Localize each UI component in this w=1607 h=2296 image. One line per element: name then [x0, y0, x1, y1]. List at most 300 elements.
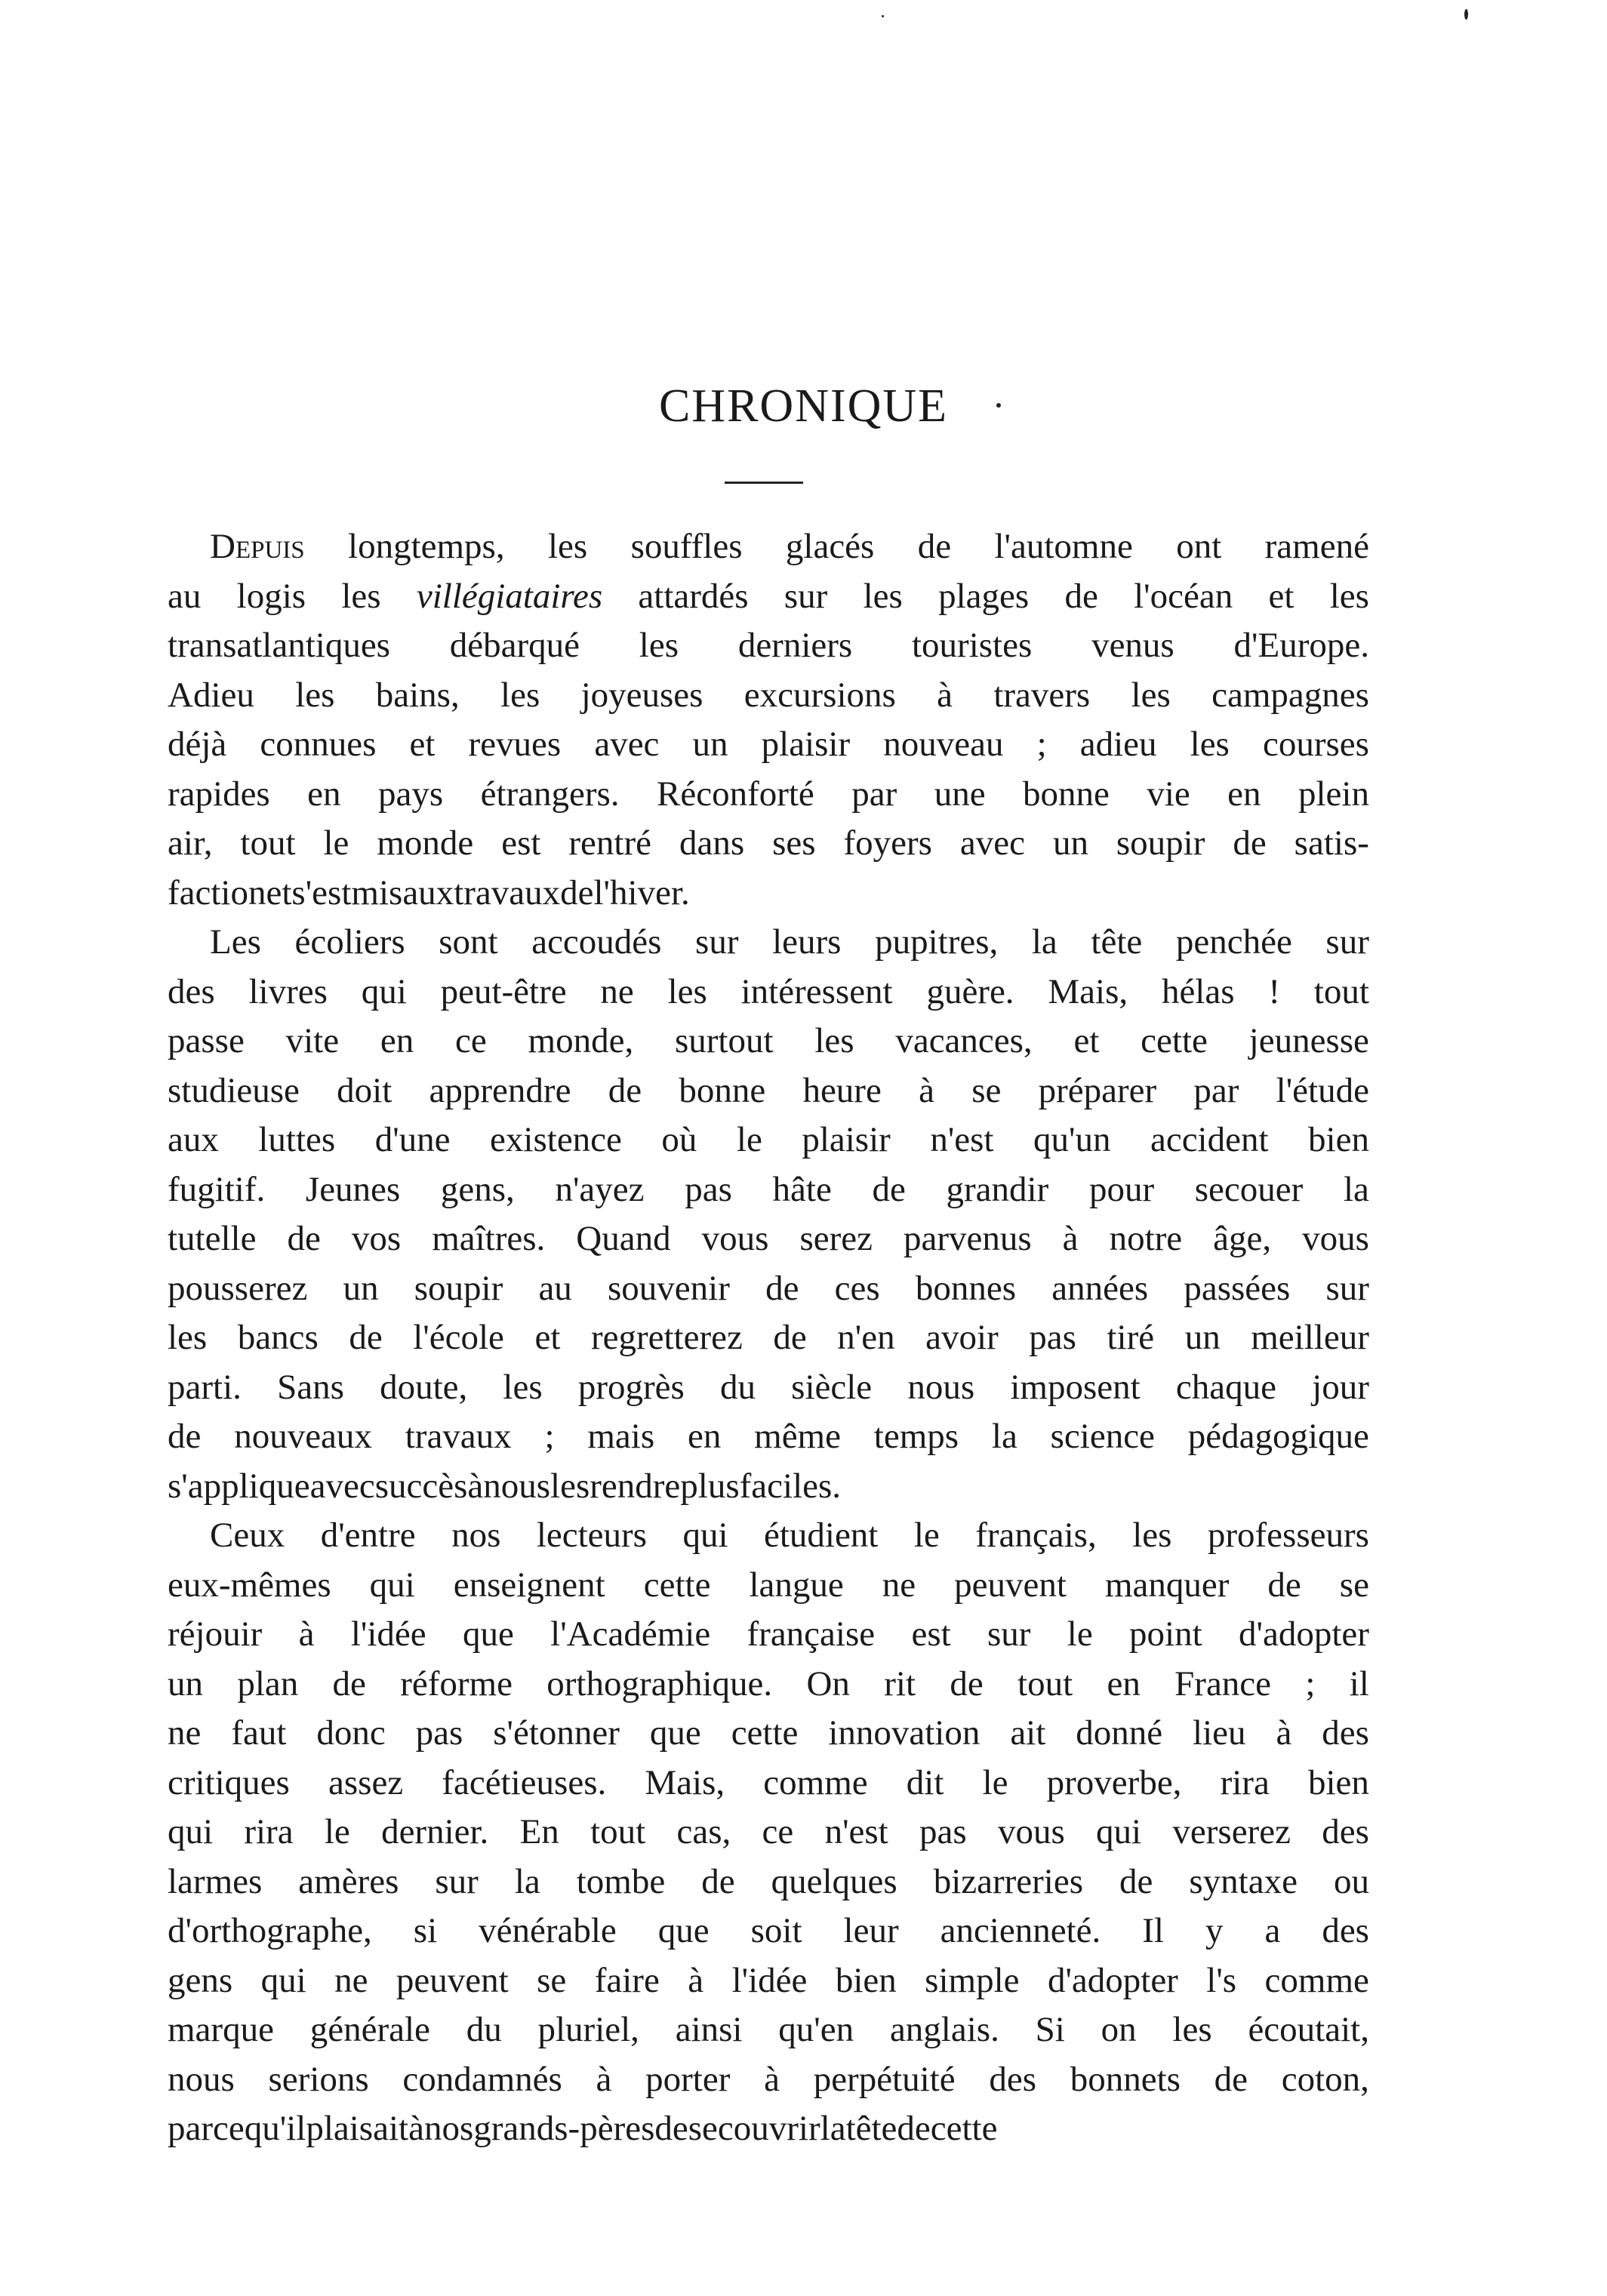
- word: ont: [1176, 527, 1222, 566]
- word: faut: [231, 1713, 287, 1753]
- word: de: [1233, 823, 1267, 863]
- word: qu'en: [778, 2010, 854, 2049]
- text-line: [168, 2055, 1369, 2105]
- word: ne: [882, 1565, 916, 1605]
- word: travaux: [454, 873, 561, 913]
- word: faciles.: [739, 1466, 842, 1506]
- word: de: [1267, 1565, 1301, 1605]
- word: de: [332, 1664, 366, 1704]
- word: apprendre: [429, 1070, 571, 1110]
- word: fugitif.: [168, 1169, 266, 1209]
- scan-speck: [1464, 9, 1468, 20]
- word: En: [519, 1812, 559, 1851]
- word: en: [687, 1417, 722, 1456]
- word: vite: [285, 1021, 340, 1060]
- word: monde: [377, 823, 474, 863]
- text-line: [168, 1907, 1369, 1956]
- text-line: [168, 1956, 1369, 2006]
- word: débarqué: [449, 626, 580, 665]
- word: et: [409, 725, 436, 764]
- word: que: [657, 1911, 710, 1950]
- word: à: [688, 1960, 704, 2000]
- word: nous: [907, 1367, 975, 1407]
- word: cette: [643, 1565, 711, 1605]
- word: villégiataires: [416, 576, 603, 616]
- word: anglais.: [889, 2010, 999, 2049]
- word: tiré: [1107, 1318, 1155, 1357]
- word: ;: [544, 1417, 555, 1456]
- word: bonne: [679, 1070, 766, 1110]
- word: studieuse: [168, 1070, 300, 1110]
- text-line: [168, 1561, 1369, 1611]
- word: vie: [1147, 774, 1190, 814]
- word: déjà: [168, 725, 227, 764]
- word: quelques: [771, 1861, 897, 1901]
- text-line: [168, 1709, 1369, 1759]
- word: l's: [1206, 1960, 1237, 2000]
- text-line: [168, 819, 1369, 869]
- word: comme: [1264, 1960, 1369, 2000]
- word: hâte: [772, 1169, 832, 1209]
- word: vénérable: [479, 1911, 617, 1950]
- word: grandir: [946, 1169, 1049, 1209]
- word: plages: [938, 576, 1030, 616]
- text-line: [168, 720, 1369, 770]
- word: mis: [351, 873, 403, 913]
- word: plein: [1298, 774, 1369, 814]
- word: âge,: [1213, 1219, 1272, 1258]
- word: tout: [590, 1812, 646, 1851]
- word: professeurs: [1207, 1516, 1369, 1555]
- word: Les: [210, 922, 261, 962]
- word: préparer: [1038, 1070, 1157, 1110]
- word: des: [1322, 1911, 1369, 1950]
- word: même: [754, 1417, 841, 1456]
- word: souvenir: [608, 1268, 730, 1308]
- word: sur: [1325, 1268, 1369, 1308]
- word: glacés: [785, 527, 875, 566]
- word: rira: [244, 1812, 294, 1851]
- word: peuvent: [396, 1960, 509, 2000]
- word: n'est: [824, 1812, 888, 1851]
- word: tutelle: [168, 1219, 257, 1258]
- word: enseignent: [453, 1565, 605, 1605]
- scan-speck: [882, 15, 884, 17]
- word: d'adopter: [1047, 1960, 1178, 2000]
- word: l'automne: [994, 527, 1133, 566]
- word: les: [503, 1367, 543, 1407]
- word: guère.: [926, 971, 1014, 1011]
- word: est: [911, 1614, 951, 1654]
- word: du: [466, 2010, 502, 2049]
- word: en: [307, 774, 341, 814]
- text-line: [168, 968, 1369, 1017]
- text-line: [168, 2104, 1369, 2154]
- word: française: [747, 1614, 876, 1654]
- word: les: [547, 527, 588, 566]
- word: facétieuses.: [442, 1762, 607, 1802]
- word: de: [917, 527, 952, 566]
- word: courses: [1262, 725, 1369, 764]
- word: tout: [1313, 971, 1369, 1011]
- word: dans: [679, 823, 745, 863]
- word: les: [667, 971, 707, 1011]
- word: maîtres.: [432, 1219, 546, 1258]
- word: bien: [1307, 1762, 1369, 1802]
- word: ancienneté.: [940, 1911, 1101, 1950]
- word: tombe: [576, 1861, 666, 1901]
- word: au: [538, 1268, 572, 1308]
- word: au: [168, 576, 202, 616]
- word: touristes: [911, 626, 1033, 665]
- word: les: [1131, 675, 1171, 715]
- word: les: [863, 576, 903, 616]
- article-body: [168, 522, 1369, 2154]
- word: s'est: [291, 873, 352, 913]
- word: d'orthographe,: [168, 1911, 372, 1950]
- word: larmes: [168, 1861, 263, 1901]
- word: l'idée: [350, 1614, 426, 1654]
- word: réjouir: [168, 1614, 263, 1654]
- word: faire: [594, 1960, 660, 2000]
- text-line: [168, 522, 1369, 572]
- word: vous: [997, 1812, 1065, 1851]
- word: de: [773, 1318, 807, 1357]
- text-line: [168, 1165, 1369, 1215]
- word: transatlantiques: [168, 626, 390, 665]
- word: comme: [763, 1762, 868, 1802]
- word: vacances,: [895, 1021, 1033, 1060]
- word: que: [462, 1614, 514, 1654]
- word: nouveaux: [234, 1417, 372, 1456]
- word: les: [1172, 2010, 1212, 2049]
- word: serez: [799, 1219, 873, 1258]
- word: bonnes: [915, 1268, 1017, 1308]
- word: à: [298, 1614, 315, 1654]
- word: bonne: [1023, 774, 1110, 814]
- word: d'Europe.: [1233, 626, 1369, 665]
- word: vous: [701, 1219, 769, 1258]
- word: Réconforté: [657, 774, 814, 814]
- word: amères: [298, 1861, 399, 1901]
- word: secouer: [1194, 1169, 1304, 1209]
- word: lecteurs: [536, 1516, 647, 1555]
- word: ;: [1305, 1664, 1316, 1704]
- word: l'Académie: [550, 1614, 711, 1654]
- word: se: [537, 1960, 567, 2000]
- word: de: [701, 1861, 735, 1901]
- word: plan: [237, 1664, 299, 1704]
- word: des: [1322, 1713, 1369, 1753]
- word: !: [1268, 971, 1280, 1011]
- word: surtout: [674, 1021, 774, 1060]
- word: qui: [361, 971, 407, 1011]
- word: est: [501, 823, 541, 863]
- word: critiques: [168, 1762, 290, 1802]
- word: peuvent: [954, 1565, 1067, 1605]
- text-line: [168, 1066, 1369, 1116]
- word: se: [688, 2109, 718, 2148]
- word: et: [1073, 1021, 1100, 1060]
- word: s'applique: [168, 1466, 310, 1506]
- word: notre: [1109, 1219, 1183, 1258]
- word: se: [1339, 1565, 1369, 1605]
- word: cas,: [676, 1812, 731, 1851]
- word: écoliers: [294, 922, 405, 962]
- word: joyeuses: [580, 675, 703, 715]
- word: qu'un: [1033, 1120, 1111, 1159]
- word: dernier.: [381, 1812, 489, 1851]
- word: d'entre: [320, 1516, 416, 1555]
- word: en: [1107, 1664, 1141, 1704]
- word: y: [1205, 1911, 1224, 1950]
- word: l'océan: [1134, 576, 1233, 616]
- word: ce: [762, 1812, 794, 1851]
- word: soupir: [1116, 823, 1205, 863]
- word: à: [467, 1466, 484, 1506]
- word: pédagogique: [1187, 1417, 1369, 1456]
- word: revues: [468, 725, 562, 764]
- word: s'étonner: [493, 1713, 620, 1753]
- word: de: [765, 1268, 799, 1308]
- word: le: [982, 1762, 1008, 1802]
- word: ;: [1036, 725, 1047, 764]
- word: faction: [168, 873, 266, 913]
- word: passées: [1184, 1268, 1291, 1308]
- word: Il: [1142, 1911, 1164, 1950]
- word: marque: [168, 2010, 274, 2049]
- word: à: [919, 1070, 934, 1110]
- word: de: [608, 1070, 642, 1110]
- word: sont: [439, 922, 498, 962]
- word: les: [639, 626, 679, 665]
- word: connues: [260, 725, 377, 764]
- word: progrès: [577, 1367, 685, 1407]
- word: venus: [1091, 626, 1174, 665]
- word: des: [989, 2059, 1036, 2099]
- word: pas: [685, 1169, 732, 1209]
- word: si: [413, 1911, 438, 1950]
- word: et: [534, 1318, 561, 1357]
- word: parvenus: [903, 1219, 1032, 1258]
- word: ces: [834, 1268, 880, 1308]
- word: pas: [1029, 1318, 1076, 1357]
- word: une: [934, 774, 986, 814]
- word: passe: [168, 1021, 245, 1060]
- text-line: [168, 1511, 1369, 1561]
- word: l'hiver.: [593, 873, 690, 913]
- text-line: [168, 918, 1369, 968]
- word: hélas: [1161, 971, 1235, 1011]
- word: temps: [873, 1417, 959, 1456]
- word: doit: [337, 1070, 393, 1110]
- word: peut-être: [440, 971, 567, 1011]
- word: ait: [1010, 1713, 1046, 1753]
- word: écoutait,: [1248, 2010, 1369, 2049]
- word: sur: [695, 922, 739, 962]
- word: gens,: [440, 1169, 515, 1209]
- word: attardés: [638, 576, 749, 616]
- word: qui: [369, 1565, 415, 1605]
- word: rentré: [568, 823, 651, 863]
- word: Mais,: [1048, 971, 1128, 1011]
- title-divider: [725, 482, 803, 484]
- word: ainsi: [675, 2010, 743, 2049]
- word: verserez: [1172, 1812, 1291, 1851]
- word: la: [1031, 922, 1057, 962]
- word: succès: [374, 1466, 468, 1506]
- word: générale: [309, 2010, 430, 2049]
- word: de: [872, 1169, 906, 1209]
- word: ou: [1333, 1861, 1369, 1901]
- word: en: [1227, 774, 1261, 814]
- word: souffles: [630, 527, 743, 566]
- word: plaisir: [761, 725, 851, 764]
- word: nous: [483, 1466, 551, 1506]
- word: sur: [783, 576, 828, 616]
- word: on: [1101, 2010, 1137, 2049]
- word: accident: [1150, 1120, 1269, 1159]
- word: où: [661, 1120, 697, 1159]
- word: se: [971, 1070, 1002, 1110]
- word: a: [1264, 1911, 1281, 1950]
- word: n'ayez: [555, 1169, 645, 1209]
- word: luttes: [258, 1120, 336, 1159]
- word: jeunesse: [1248, 1021, 1369, 1060]
- word: tout: [1017, 1664, 1073, 1704]
- word: meilleur: [1251, 1318, 1369, 1357]
- word: un: [1184, 1318, 1221, 1357]
- text-line: [168, 770, 1369, 820]
- word: pluriel,: [537, 2010, 639, 2049]
- word: de: [168, 1417, 202, 1456]
- word: tout: [240, 823, 296, 863]
- word: ce: [455, 1021, 487, 1060]
- word: la: [514, 1861, 540, 1901]
- word: travaux: [405, 1417, 512, 1456]
- word: le: [913, 1516, 940, 1555]
- word: les: [1190, 725, 1230, 764]
- text-line: [168, 572, 1369, 622]
- word: air,: [168, 823, 213, 863]
- word: nouveau: [883, 725, 1004, 764]
- word: qui: [168, 1812, 214, 1851]
- word: à: [764, 2059, 780, 2099]
- word: bien: [1308, 1120, 1369, 1159]
- word: l'école: [413, 1318, 504, 1357]
- word: français,: [975, 1516, 1097, 1555]
- word: existence: [490, 1120, 622, 1159]
- word: sur: [1325, 922, 1369, 962]
- word: travers: [993, 675, 1091, 715]
- word: sur: [435, 1861, 479, 1901]
- word: bonnets: [1070, 2059, 1181, 2099]
- word: rit: [884, 1664, 916, 1704]
- word: à: [596, 2059, 612, 2099]
- word: un: [692, 725, 728, 764]
- word: bains,: [375, 675, 460, 715]
- word: point: [1129, 1614, 1202, 1654]
- word: dit: [906, 1762, 944, 1802]
- word: regretterez: [590, 1318, 743, 1357]
- text-line: [168, 1412, 1369, 1462]
- text-line: [168, 2005, 1369, 2055]
- word: bizarreries: [933, 1861, 1083, 1901]
- word: avec: [309, 1466, 375, 1506]
- word: penchée: [1175, 922, 1292, 962]
- word: soit: [750, 1911, 802, 1950]
- word: couvrir: [717, 2109, 820, 2148]
- word: gens: [168, 1960, 233, 2000]
- text-line: [168, 1808, 1369, 1857]
- word: syntaxe: [1189, 1861, 1298, 1901]
- word: de: [1214, 2059, 1248, 2099]
- word: étrangers.: [480, 774, 620, 814]
- word: le: [324, 1812, 350, 1851]
- word: orthographique.: [546, 1664, 773, 1704]
- word: Mais,: [645, 1762, 725, 1802]
- word: n'en: [837, 1318, 895, 1357]
- word: On: [806, 1664, 850, 1704]
- word: du: [719, 1367, 756, 1407]
- word: le: [1067, 1614, 1093, 1654]
- word: innovation: [828, 1713, 981, 1753]
- word: imposent: [1010, 1367, 1141, 1407]
- word: ses: [772, 823, 816, 863]
- word: leur: [843, 1911, 899, 1950]
- word: rira: [1220, 1762, 1270, 1802]
- word: les: [1329, 576, 1369, 616]
- word: qui: [260, 1960, 306, 2000]
- word: les: [168, 1318, 208, 1357]
- word: pour: [1088, 1169, 1155, 1209]
- word: l'idée: [731, 1960, 808, 2000]
- text-line: [168, 1017, 1369, 1066]
- text-line: [168, 1660, 1369, 1710]
- word: à: [937, 675, 953, 715]
- word: de: [654, 2109, 688, 2148]
- word: coton,: [1281, 2059, 1369, 2099]
- text-line: [168, 1857, 1369, 1907]
- word: de: [897, 2109, 931, 2148]
- word: donné: [1076, 1713, 1163, 1753]
- word: satis-: [1294, 823, 1369, 863]
- word: qui: [1096, 1812, 1142, 1851]
- text-line: [168, 1462, 1369, 1512]
- word: un: [343, 1268, 379, 1308]
- word: qui: [682, 1516, 728, 1555]
- word: pupitres,: [875, 922, 999, 962]
- word: parce: [168, 2109, 245, 2148]
- word: à: [1062, 1219, 1079, 1258]
- word: foyers: [843, 823, 932, 863]
- word: sur: [987, 1614, 1031, 1654]
- word: cette: [930, 2109, 998, 2148]
- page-title: CHRONIQUE: [658, 380, 949, 432]
- word: étudient: [763, 1516, 879, 1555]
- word: derniers: [737, 626, 853, 665]
- word: doute,: [380, 1367, 468, 1407]
- word: et: [1268, 576, 1295, 616]
- word: livres: [248, 971, 328, 1011]
- word: bancs: [237, 1318, 319, 1357]
- word: des: [168, 971, 215, 1011]
- word: vous: [1302, 1219, 1369, 1258]
- word: siècle: [791, 1367, 873, 1407]
- word: aux: [402, 873, 454, 913]
- word: qu'il: [244, 2109, 306, 2148]
- word: l'étude: [1276, 1070, 1369, 1110]
